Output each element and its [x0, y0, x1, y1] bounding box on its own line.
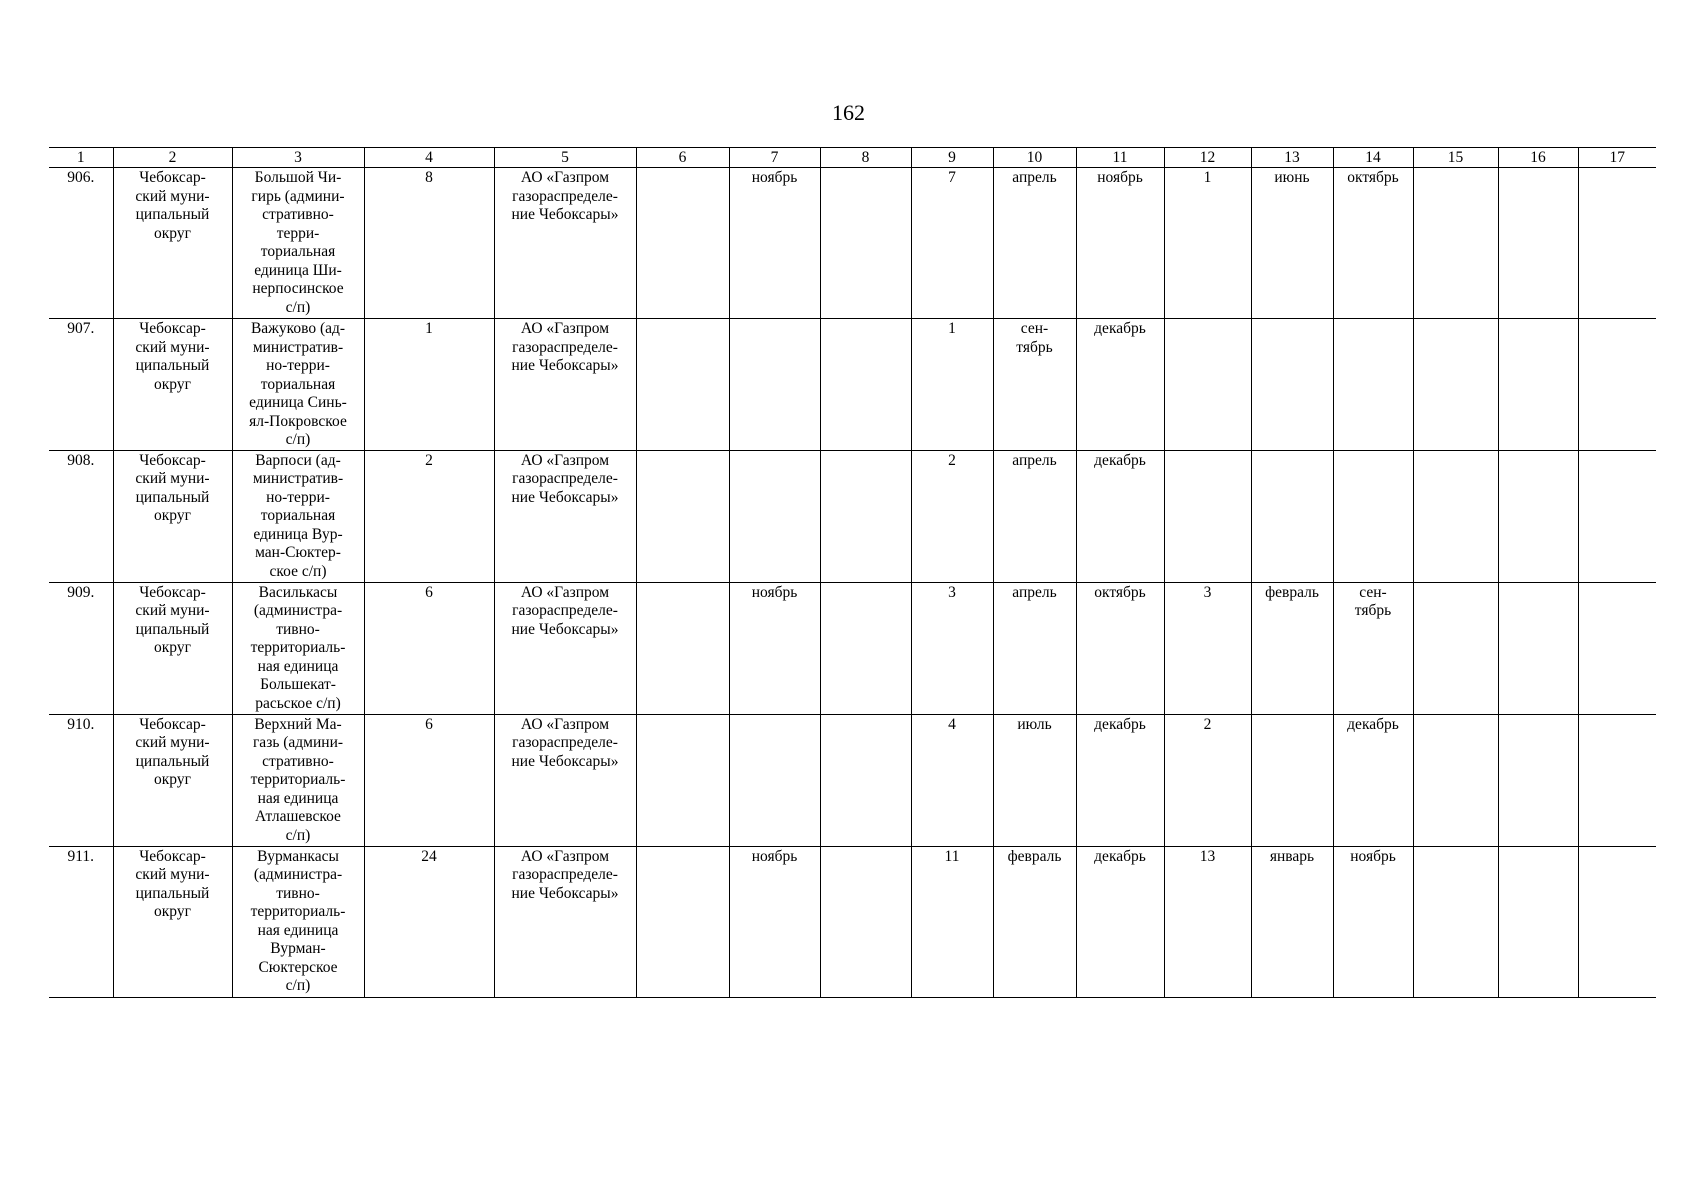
- table-cell: декабрь: [1333, 714, 1413, 846]
- table-cell: 4: [911, 714, 993, 846]
- table-cell: октябрь: [1076, 582, 1164, 714]
- column-number-header: [49, 148, 1656, 168]
- table-cell: июль: [993, 714, 1076, 846]
- table-cell: [1578, 168, 1656, 319]
- table-cell: [1413, 714, 1498, 846]
- table-cell: [729, 450, 820, 582]
- table-cell: 6: [364, 714, 494, 846]
- table-cell: [820, 450, 911, 582]
- table-cell: 11: [911, 846, 993, 997]
- column-number: 11: [1076, 148, 1164, 168]
- table-cell: 3: [911, 582, 993, 714]
- table-cell: ноябрь: [1333, 846, 1413, 997]
- table-cell: [636, 846, 729, 997]
- table-cell: февраль: [993, 846, 1076, 997]
- table-cell: [820, 582, 911, 714]
- column-number: 16: [1498, 148, 1578, 168]
- table-cell: Чебоксар- ский муни- ципальный округ: [113, 714, 232, 846]
- table-cell: 2: [1164, 714, 1251, 846]
- table-cell: январь: [1251, 846, 1333, 997]
- table-cell: [729, 319, 820, 451]
- table-cell: 2: [364, 450, 494, 582]
- table-cell: 13: [1164, 846, 1251, 997]
- column-number: 1: [49, 148, 113, 168]
- table-cell: апрель: [993, 168, 1076, 319]
- table-cell: Верхний Ма- газь (админи- стративно- территориаль- ная единица Атлашевское с/п): [232, 714, 364, 846]
- table-row: [49, 714, 1656, 846]
- table-cell: [1498, 319, 1578, 451]
- table-cell: 24: [364, 846, 494, 997]
- table-cell: ноябрь: [729, 168, 820, 319]
- table-cell: [636, 450, 729, 582]
- table-cell: 911.: [49, 846, 113, 997]
- table-cell: [1578, 319, 1656, 451]
- table-cell: [729, 714, 820, 846]
- table-row: [49, 319, 1656, 451]
- table-row: [49, 846, 1656, 997]
- table-cell: [820, 714, 911, 846]
- table-cell: [1578, 714, 1656, 846]
- table-cell: [1498, 846, 1578, 997]
- table-cell: 909.: [49, 582, 113, 714]
- table-cell: [1333, 450, 1413, 582]
- table-cell: АО «Газпром газораспределе- ние Чебоксары»: [494, 450, 636, 582]
- table-cell: декабрь: [1076, 714, 1164, 846]
- column-number: 10: [993, 148, 1076, 168]
- table-cell: 907.: [49, 319, 113, 451]
- table-cell: 906.: [49, 168, 113, 319]
- table-body: [49, 168, 1656, 998]
- table-cell: 1: [364, 319, 494, 451]
- column-number: 8: [820, 148, 911, 168]
- table-cell: [820, 168, 911, 319]
- table-cell: Василькасы (администра- тивно- территориаль- ная единица Большекат- расьское с/п): [232, 582, 364, 714]
- table-cell: февраль: [1251, 582, 1333, 714]
- table-cell: декабрь: [1076, 450, 1164, 582]
- table-cell: декабрь: [1076, 319, 1164, 451]
- table-cell: [1498, 714, 1578, 846]
- table-cell: [636, 582, 729, 714]
- table-cell: 910.: [49, 714, 113, 846]
- page-number: 162: [832, 100, 865, 125]
- table-cell: [1413, 450, 1498, 582]
- column-number: 17: [1578, 148, 1656, 168]
- column-number: 3: [232, 148, 364, 168]
- column-number: 6: [636, 148, 729, 168]
- column-number: 7: [729, 148, 820, 168]
- table-row: [49, 168, 1656, 319]
- column-number: 4: [364, 148, 494, 168]
- table-cell: [636, 319, 729, 451]
- table-cell: [1498, 168, 1578, 319]
- column-number: 15: [1413, 148, 1498, 168]
- table-cell: 1: [1164, 168, 1251, 319]
- table-cell: [636, 714, 729, 846]
- table-cell: [1251, 714, 1333, 846]
- table-cell: Чебоксар- ский муни- ципальный округ: [113, 319, 232, 451]
- table-cell: [1578, 846, 1656, 997]
- table-cell: [1413, 846, 1498, 997]
- column-number: 13: [1251, 148, 1333, 168]
- table-cell: 7: [911, 168, 993, 319]
- table-cell: Варпоси (ад- министратив- но-терри- ториальная единица Вур- ман-Сюктер- ское с/п): [232, 450, 364, 582]
- table-cell: 2: [911, 450, 993, 582]
- table-cell: апрель: [993, 450, 1076, 582]
- table-cell: Чебоксар- ский муни- ципальный округ: [113, 168, 232, 319]
- table-cell: [1164, 319, 1251, 451]
- table-cell: [1413, 168, 1498, 319]
- table-cell: Вурманкасы (администра- тивно- территориаль- ная единица Вурман- Сюктерское с/п): [232, 846, 364, 997]
- column-number: 2: [113, 148, 232, 168]
- table-cell: апрель: [993, 582, 1076, 714]
- table-row: [49, 450, 1656, 582]
- table-cell: АО «Газпром газораспределе- ние Чебоксары»: [494, 319, 636, 451]
- table-cell: [1578, 450, 1656, 582]
- table-cell: Чебоксар- ский муни- ципальный округ: [113, 846, 232, 997]
- table-cell: [1251, 319, 1333, 451]
- table-cell: АО «Газпром газораспределе- ние Чебоксары»: [494, 168, 636, 319]
- table-cell: [1333, 319, 1413, 451]
- table-cell: [1413, 319, 1498, 451]
- table-cell: июнь: [1251, 168, 1333, 319]
- table-cell: [1578, 582, 1656, 714]
- table-cell: ноябрь: [729, 846, 820, 997]
- table-cell: октябрь: [1333, 168, 1413, 319]
- table-cell: декабрь: [1076, 846, 1164, 997]
- table-cell: [1498, 582, 1578, 714]
- column-number: 12: [1164, 148, 1251, 168]
- table-cell: [636, 168, 729, 319]
- table-cell: Чебоксар- ский муни- ципальный округ: [113, 582, 232, 714]
- table-cell: Большой Чи- гирь (админи- стративно- терри- ториальная единица Ши- нерпосинское с/п): [232, 168, 364, 319]
- table-cell: АО «Газпром газораспределе- ние Чебоксары»: [494, 846, 636, 997]
- table-cell: АО «Газпром газораспределе- ние Чебоксары»: [494, 714, 636, 846]
- table-cell: 3: [1164, 582, 1251, 714]
- table-cell: АО «Газпром газораспределе- ние Чебоксары»: [494, 582, 636, 714]
- table-cell: 6: [364, 582, 494, 714]
- header-row: [49, 148, 1656, 168]
- table-cell: [820, 846, 911, 997]
- table-row: [49, 582, 1656, 714]
- table-cell: [1251, 450, 1333, 582]
- table-cell: [820, 319, 911, 451]
- table-cell: сен- тябрь: [1333, 582, 1413, 714]
- table-cell: [1498, 450, 1578, 582]
- table-cell: сен- тябрь: [993, 319, 1076, 451]
- table-cell: [1413, 582, 1498, 714]
- table-cell: ноябрь: [729, 582, 820, 714]
- table-cell: 8: [364, 168, 494, 319]
- column-number: 14: [1333, 148, 1413, 168]
- column-number: 9: [911, 148, 993, 168]
- table-cell: [1164, 450, 1251, 582]
- column-number: 5: [494, 148, 636, 168]
- table-cell: Чебоксар- ский муни- ципальный округ: [113, 450, 232, 582]
- table-cell: 1: [911, 319, 993, 451]
- table-cell: 908.: [49, 450, 113, 582]
- table-cell: ноябрь: [1076, 168, 1164, 319]
- schedule-table: [49, 147, 1656, 998]
- table-cell: Важуково (ад- министратив- но-терри- ториальная единица Синь- ял-Покровское с/п): [232, 319, 364, 451]
